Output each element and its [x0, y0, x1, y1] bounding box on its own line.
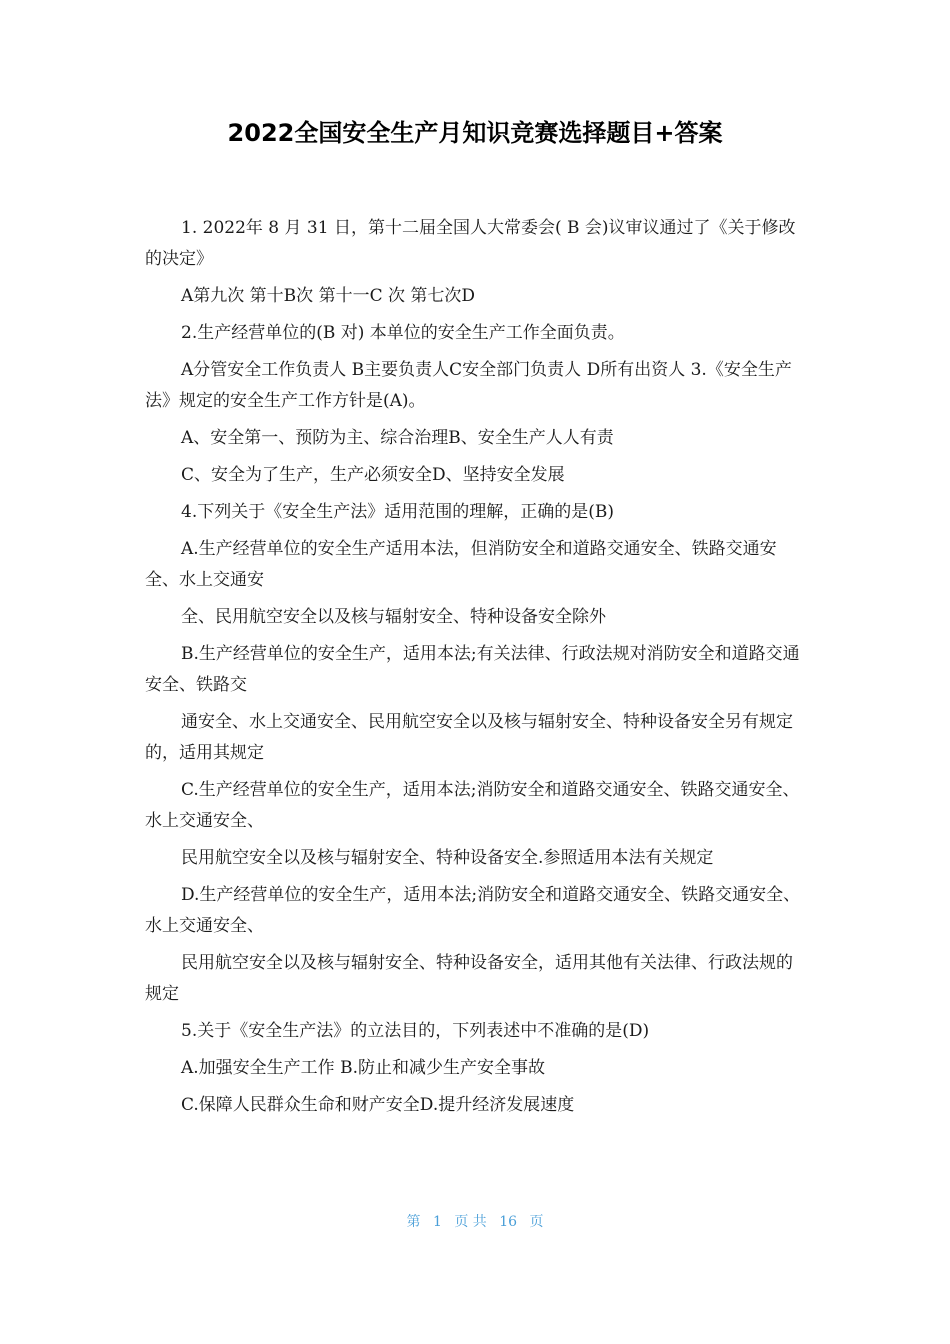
- footer-total-pages: 16: [499, 1214, 518, 1230]
- paragraph: 通安全、水上交通安全、民用航空安全以及核与辐射安全、特种设备安全另有规定的，适用其规定: [145, 712, 793, 763]
- paragraph: 5.关于《安全生产法》的立法目的，下列表述中不准确的是(D): [181, 1021, 650, 1041]
- paragraph: C.保障人民群众生命和财产安全D.提升经济发展速度: [181, 1095, 575, 1115]
- footer-middle: 页 共: [454, 1214, 487, 1230]
- paragraph: B.生产经营单位的安全生产，适用本法;有关法律、行政法规对消防安全和道路交通安全、铁路交: [145, 644, 800, 695]
- paragraph: A.加强安全生产工作 B.防止和减少生产安全事故: [181, 1058, 545, 1078]
- document-body: [145, 213, 809, 1127]
- paragraph: A分管安全工作负责人 B主要负责人C安全部门负责人 D所有出资人 3.《安全生产法》规定的安全生产工作方针是(A)。: [145, 360, 792, 411]
- document-title: 2022全国安全生产月知识竞赛选择题目+答案: [227, 119, 723, 147]
- paragraph: 民用航空安全以及核与辐射安全、特种设备安全.参照适用本法有关规定: [181, 848, 714, 868]
- paragraph: C、安全为了生产，生产必须安全D、坚持安全发展: [181, 465, 565, 485]
- paragraph: A第九次 第十B次 第十一C 次 第七次D: [181, 286, 476, 306]
- paragraph: 2.生产经营单位的(B 对) 本单位的安全生产工作全面负责。: [181, 323, 625, 343]
- paragraph: 民用航空安全以及核与辐射安全、特种设备安全，适用其他有关法律、行政法规的规定: [145, 953, 793, 1004]
- paragraph: A、安全第一、预防为主、综合治理B、安全生产人人有责: [181, 428, 614, 448]
- paragraph: 4.下列关于《安全生产法》适用范围的理解，正确的是(B): [181, 502, 614, 522]
- paragraph: D.生产经营单位的安全生产，适用本法;消防安全和道路交通安全、铁路交通安全、水上交通安全、: [145, 885, 801, 936]
- footer-prefix: 第: [406, 1214, 421, 1230]
- paragraph: A.生产经营单位的安全生产适用本法，但消防安全和道路交通安全、铁路交通安全、水上交通安: [145, 539, 777, 590]
- page-footer: [0, 1210, 950, 1234]
- paragraph: 1. 2022年 8 月 31 日，第十二届全国人大常委会( B 会)议审议通过了《关于修改的决定》: [145, 218, 796, 269]
- paragraph: 全、民用航空安全以及核与辐射安全、特种设备安全除外: [181, 607, 606, 627]
- paragraph: C.生产经营单位的安全生产，适用本法;消防安全和道路交通安全、铁路交通安全、水上交通安全、: [145, 780, 800, 831]
- footer-current-page: 1: [432, 1214, 442, 1230]
- footer-suffix: 页: [529, 1214, 544, 1230]
